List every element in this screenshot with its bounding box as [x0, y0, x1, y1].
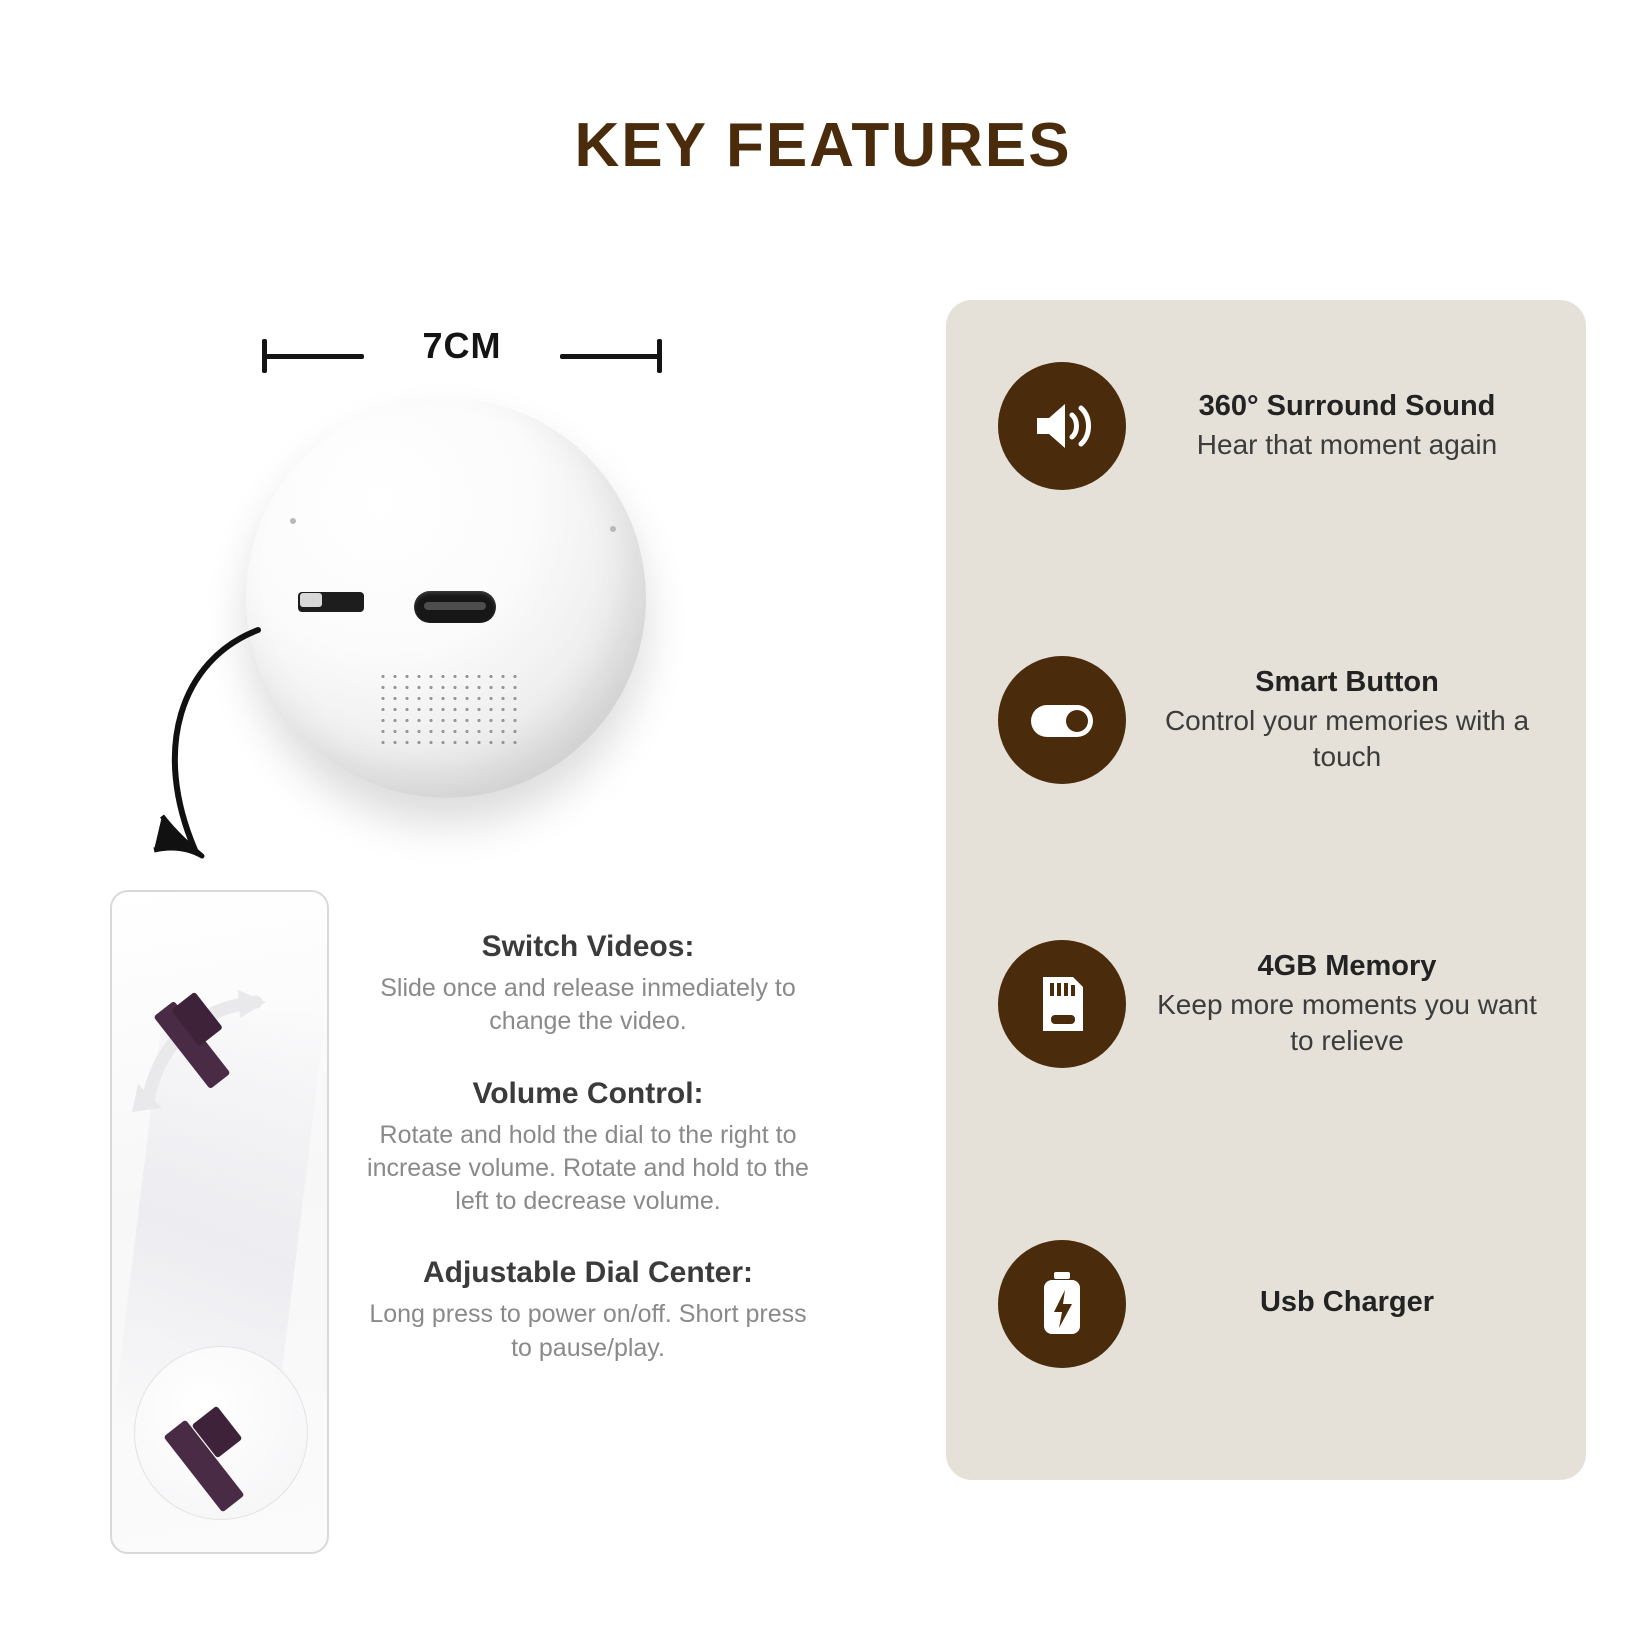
dimension-line-right: [560, 354, 660, 359]
speaker-grill: [374, 668, 522, 750]
feature-item-smart-button: [998, 656, 1538, 784]
instruction-body: Long press to power on/off. Short press to pause/play.: [369, 1300, 807, 1362]
instruction-list: [360, 930, 816, 1403]
feature-text: [1152, 390, 1538, 463]
dimension-indicator: [258, 325, 666, 385]
feature-title: 360° Surround Sound: [1198, 389, 1496, 422]
microphone-hole-right-icon: [610, 526, 616, 532]
slide-switch: [298, 592, 364, 612]
speaker-sound-icon: [998, 362, 1126, 490]
feature-text: [1152, 666, 1538, 775]
feature-title: Smart Button: [1255, 665, 1439, 698]
feature-item-usb-charger: [998, 1240, 1538, 1368]
instruction-title: Volume Control:: [472, 1076, 704, 1110]
dimension-label: 7CM: [422, 325, 502, 366]
feature-desc: Hear that moment again: [1196, 428, 1498, 460]
memory-card-icon: [998, 940, 1126, 1068]
usb-c-port: [414, 591, 496, 623]
instruction-item-adjustable-dial-center: [360, 1256, 816, 1365]
feature-desc: Control your memories with a touch: [1164, 704, 1530, 772]
instruction-item-switch-videos: [360, 930, 816, 1039]
toggle-switch-icon: [998, 656, 1126, 784]
feature-item-memory: [998, 940, 1538, 1068]
dimension-cap-right: [657, 339, 662, 373]
feature-title: Usb Charger: [1259, 1285, 1435, 1318]
feature-desc: Keep more moments you want to relieve: [1157, 988, 1537, 1056]
instruction-title: Switch Videos:: [481, 930, 695, 963]
feature-text: [1152, 1286, 1538, 1323]
page-title: KEY FEATURES: [574, 111, 1072, 180]
instruction-body: Rotate and hold the dial to the right to increase volume. Rotate and hold to the left to decrease volume.: [367, 1120, 809, 1215]
instruction-title: Adjustable Dial Center:: [422, 1256, 754, 1290]
feature-item-surround-sound: [998, 362, 1538, 490]
battery-charge-icon: [998, 1240, 1126, 1368]
pointer-arrow-icon: [140, 620, 370, 890]
instruction-item-volume-control: [360, 1077, 816, 1219]
feature-text: [1152, 950, 1538, 1059]
instruction-body: Slide once and release inmediately to change the video.: [380, 974, 796, 1036]
feature-title: 4GB Memory: [1257, 949, 1437, 982]
dimension-line-left: [264, 354, 364, 359]
features-panel: [946, 300, 1586, 1480]
microphone-hole-left-icon: [290, 518, 296, 524]
dial-demo-image: [110, 890, 329, 1554]
